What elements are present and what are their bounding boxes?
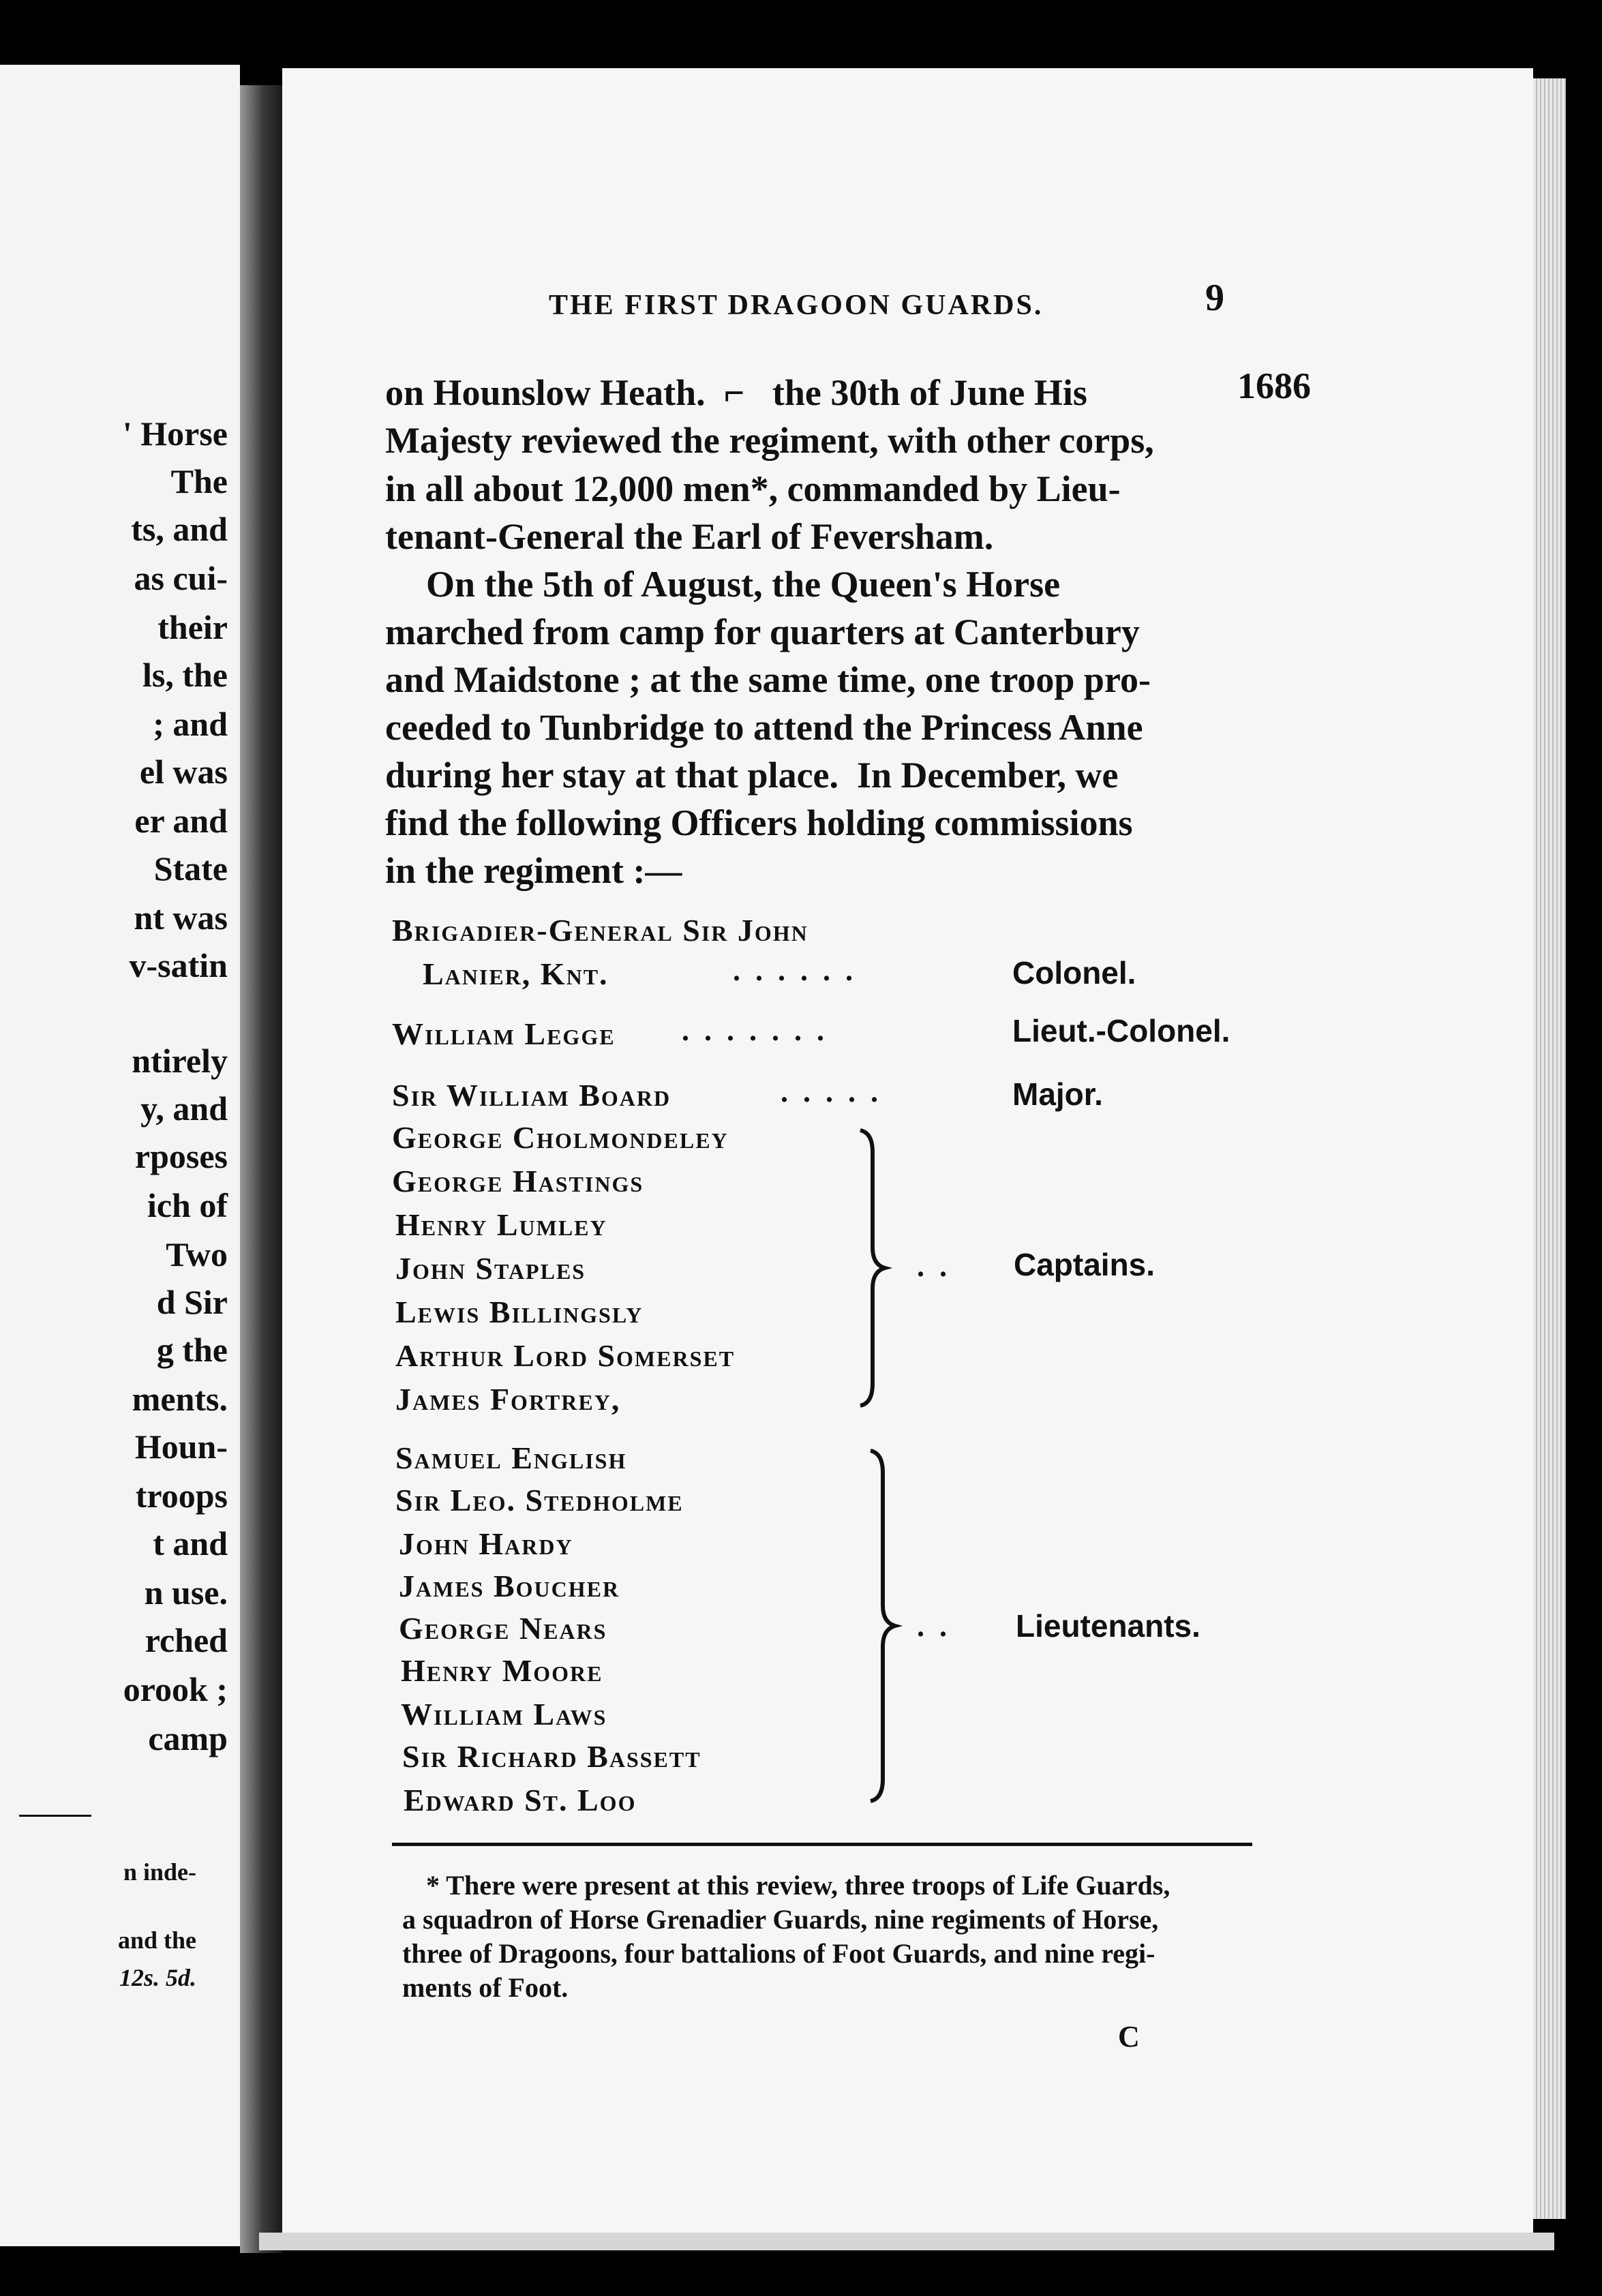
- signature-mark: C: [1118, 2020, 1140, 2053]
- footnote-rule: [392, 1843, 1252, 1846]
- leader-dots: .......: [682, 1014, 839, 1047]
- officer-rank: Colonel.: [1012, 955, 1136, 991]
- left-line: n use.: [144, 1573, 228, 1612]
- left-line: ' Horse: [122, 414, 228, 453]
- running-head: THE FIRST DRAGOON GUARDS.: [549, 290, 1044, 321]
- body-text-line: Majesty reviewed the regiment, with other corps,: [385, 420, 1154, 461]
- captain-name: James Fortrey,: [395, 1382, 621, 1417]
- left-line: their: [157, 608, 228, 646]
- lieutenant-name: Samuel English: [395, 1440, 627, 1475]
- officer-name: Lanier, Knt.: [423, 956, 609, 991]
- left-line: el was: [139, 753, 228, 791]
- left-line: t and: [153, 1524, 228, 1562]
- left-line: er and: [134, 802, 228, 840]
- body-text-line: marched from camp for quarters at Canterbury: [385, 611, 1140, 652]
- footnote-line: ments of Foot.: [402, 1972, 569, 2003]
- leader-dots: .....: [781, 1075, 893, 1108]
- footnote-line: a squadron of Horse Grenadier Guards, nine regiments of Horse,: [402, 1904, 1159, 1935]
- lieutenant-name: Sir Leo. Stedholme: [395, 1483, 684, 1517]
- lieutenant-name: James Boucher: [399, 1569, 620, 1603]
- body-text-line: On the 5th of August, the Queen's Horse: [426, 564, 1061, 605]
- left-line: as cui-: [134, 559, 228, 597]
- left-line: rposes: [134, 1137, 228, 1175]
- lieutenant-name: Henry Moore: [401, 1653, 603, 1688]
- officer-name: William Legge: [392, 1016, 616, 1051]
- officer-name: Sir William Board: [392, 1078, 671, 1113]
- body-text-line: on Hounslow Heath. ⌐ the 30th of June His: [385, 372, 1087, 413]
- captain-name: Lewis Billingsly: [395, 1295, 644, 1329]
- book-gutter: [240, 85, 282, 2253]
- left-line: g the: [156, 1331, 228, 1369]
- captain-name: Arthur Lord Somerset: [395, 1338, 736, 1373]
- left-note: n inde-: [123, 1858, 196, 1886]
- captains-brace: [852, 1125, 893, 1411]
- lieutenant-name: John Hardy: [399, 1526, 573, 1561]
- left-note: and the: [117, 1927, 196, 1954]
- left-line: ments.: [132, 1380, 228, 1418]
- officer-rank: Major.: [1012, 1076, 1103, 1112]
- lieutenants-brace: [862, 1445, 903, 1807]
- left-footnote-rule: [19, 1815, 91, 1817]
- body-text-line: tenant-General the Earl of Feversham.: [385, 516, 994, 557]
- captain-name: George Cholmondeley: [392, 1120, 729, 1155]
- page-number: 9: [1205, 277, 1224, 319]
- body-text-line: ceeded to Tunbridge to attend the Princess Anne: [385, 707, 1143, 748]
- left-line: nt was: [134, 898, 228, 937]
- lieutenant-name: William Laws: [401, 1697, 607, 1732]
- margin-year: 1686: [1237, 365, 1311, 406]
- lieutenant-name: George Nears: [399, 1611, 607, 1646]
- left-line: camp: [148, 1719, 228, 1757]
- footnote-line: three of Dragoons, four battalions of Foot Guards, and nine regi-: [402, 1938, 1155, 1969]
- left-line: orook ;: [123, 1670, 228, 1708]
- left-line: Two: [166, 1235, 228, 1273]
- left-line: d Sir: [156, 1283, 228, 1321]
- left-line: rched: [145, 1621, 228, 1659]
- left-page-fragment: [0, 65, 240, 2246]
- body-text-line: during her stay at that place. In December, we: [385, 755, 1119, 796]
- page-edges: [1533, 78, 1566, 2219]
- officer-rank: Lieut.-Colonel.: [1012, 1013, 1230, 1048]
- captain-name: Henry Lumley: [395, 1207, 607, 1242]
- body-text-line: in all about 12,000 men*, commanded by Lieu-: [385, 468, 1121, 509]
- captain-name: George Hastings: [392, 1164, 644, 1198]
- officer-rank: Captains.: [1014, 1247, 1155, 1282]
- left-line: troops: [135, 1477, 228, 1515]
- left-line: State: [153, 849, 228, 888]
- leader-dots: ..: [917, 1250, 962, 1283]
- body-text-line: and Maidstone ; at the same time, one troop pro-: [385, 659, 1151, 700]
- leader-dots: ......: [733, 954, 868, 987]
- left-line: ts, and: [131, 510, 228, 548]
- left-line: y, and: [140, 1089, 228, 1128]
- leader-dots: ..: [917, 1610, 962, 1643]
- captain-name: John Staples: [395, 1251, 586, 1286]
- left-line: ls, the: [142, 656, 228, 694]
- lieutenant-name: Edward St. Loo: [404, 1783, 637, 1817]
- bottom-page-edge: [259, 2233, 1554, 2250]
- left-note: 12s. 5d.: [119, 1964, 196, 1991]
- body-text-line: find the following Officers holding commissions: [385, 802, 1133, 843]
- lieutenant-name: Sir Richard Bassett: [402, 1739, 701, 1774]
- left-line: ; and: [153, 705, 228, 743]
- footnote-line: * There were present at this review, three troops of Life Guards,: [426, 1870, 1170, 1901]
- officer-name: Brigadier-General Sir John: [392, 913, 808, 948]
- left-line: v-satin: [129, 946, 228, 984]
- left-line: Houn-: [134, 1428, 228, 1466]
- body-text-line: in the regiment :—: [385, 850, 682, 891]
- officer-rank: Lieutenants.: [1016, 1608, 1200, 1644]
- left-line: The: [170, 462, 228, 500]
- left-line: ntirely: [132, 1042, 228, 1080]
- left-line: ich of: [147, 1186, 228, 1224]
